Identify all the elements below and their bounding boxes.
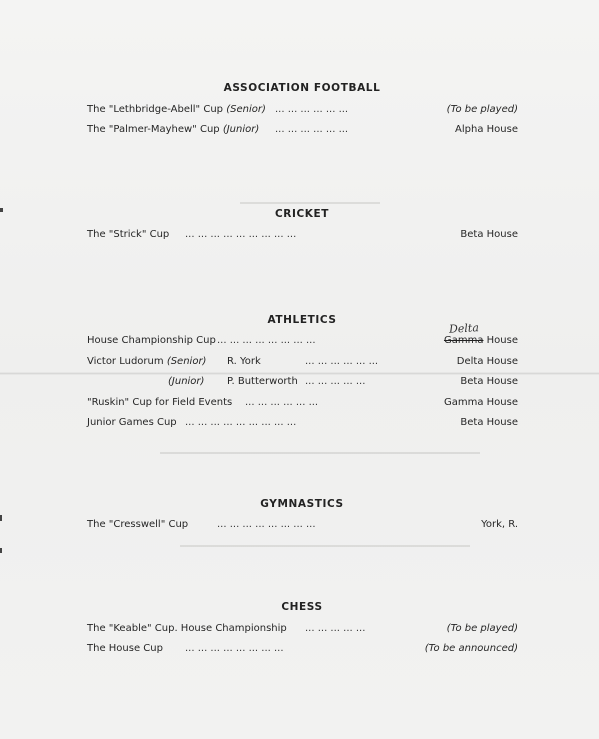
award-row	[87, 417, 518, 431]
leader-dots: ... ... ... ... ... ...	[275, 124, 349, 135]
award-qualifier: (Senior)	[226, 104, 266, 115]
award-qualifier: (Junior)	[168, 376, 205, 387]
section-heading-chess: CHESS	[281, 601, 323, 613]
section-heading-athletics: ATHLETICS	[267, 314, 337, 326]
section-heading-gymnastics: GYMNASTICS	[260, 498, 344, 510]
award-name: The "Palmer-Mayhew" Cup	[87, 124, 220, 135]
handwritten-correction: Delta	[448, 321, 480, 336]
award-row	[87, 104, 518, 118]
leader-dots: ... ... ... ... ... ... ... ...	[185, 643, 284, 654]
award-name: The House Cup	[87, 643, 163, 654]
award-winner: P. Butterworth	[227, 376, 298, 387]
award-result: Alpha House	[455, 124, 518, 135]
award-name: The "Lethbridge-Abell" Cup	[87, 104, 224, 115]
award-name: House Championship Cup	[87, 335, 216, 346]
leader-dots: ... ... ... ... ...	[305, 376, 366, 387]
award-name: "Ruskin" Cup for Field Events	[87, 397, 233, 408]
section-heading-cricket: CRICKET	[274, 208, 330, 220]
award-name: The "Keable" Cup. House Championship	[87, 623, 287, 634]
show-through	[160, 452, 480, 454]
award-result: Delta House	[456, 356, 518, 367]
punch-mark	[0, 515, 2, 521]
paper-fold	[0, 372, 599, 375]
award-qualifier: (Junior)	[222, 124, 260, 135]
award-row	[87, 356, 518, 370]
award-name: Victor Ludorum	[87, 356, 164, 367]
award-row	[87, 519, 518, 533]
award-result: (To be played)	[446, 623, 518, 634]
award-name: Junior Games Cup	[87, 417, 177, 428]
award-row	[87, 229, 518, 243]
leader-dots: ... ... ... ... ... ...	[275, 104, 349, 115]
award-qualifier: (Senior)	[166, 356, 207, 367]
award-result: (To be announced)	[424, 643, 518, 654]
struck-result: Gamma	[443, 335, 484, 346]
leader-dots: ... ... ... ... ... ... ... ...	[217, 519, 316, 530]
award-result: Beta House	[460, 417, 518, 428]
award-row	[87, 335, 518, 349]
section-heading-football: ASSOCIATION FOOTBALL	[223, 82, 381, 94]
award-winner: R. York	[227, 356, 261, 367]
award-result: Beta House	[460, 229, 518, 240]
award-row	[87, 124, 518, 138]
award-result: Gamma House	[443, 397, 518, 408]
award-row	[87, 643, 518, 657]
leader-dots: ... ... ... ... ... ... ... ... ...	[185, 229, 297, 240]
punch-mark	[0, 548, 2, 553]
award-result: House	[486, 335, 518, 346]
award-name: The "Strick" Cup	[87, 229, 170, 240]
leader-dots: ... ... ... ... ... ... ... ... ...	[185, 417, 297, 428]
award-row	[87, 376, 518, 390]
leader-dots: ... ... ... ... ... ...	[245, 397, 319, 408]
award-result: Beta House	[460, 376, 518, 387]
award-row	[87, 397, 518, 411]
award-result: (To be played)	[446, 104, 518, 115]
award-result: York, R.	[481, 519, 518, 530]
award-row	[87, 623, 518, 637]
show-through	[240, 202, 380, 204]
leader-dots: ... ... ... ... ... ... ... ...	[217, 335, 316, 346]
leader-dots: ... ... ... ... ... ...	[305, 356, 379, 367]
leader-dots: ... ... ... ... ...	[305, 623, 366, 634]
show-through	[180, 545, 470, 547]
award-name: The "Cresswell" Cup	[87, 519, 189, 530]
